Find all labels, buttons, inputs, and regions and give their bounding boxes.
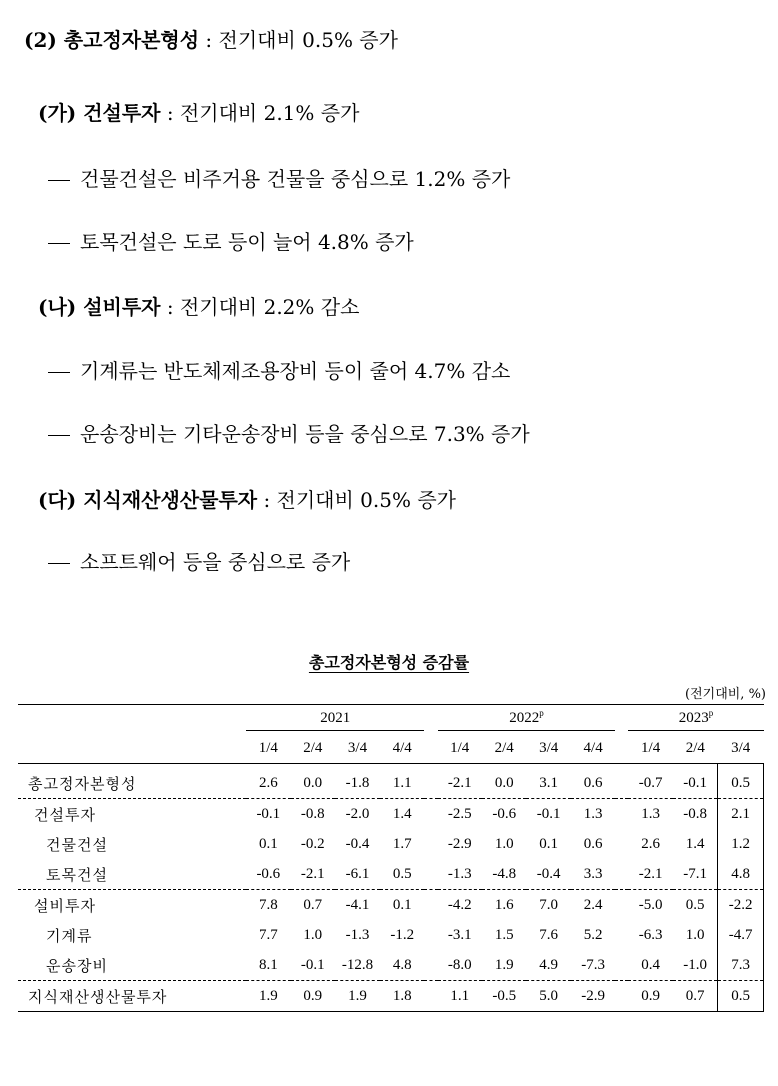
value-cell: 0.6 — [583, 835, 603, 852]
row-label: 기계류 — [46, 926, 93, 945]
value-cell: 1.1 — [438, 981, 482, 1012]
cell-gap — [615, 920, 628, 950]
cell-gap — [615, 890, 628, 921]
section-sep: : — [257, 488, 277, 512]
table-title: 총고정자본형성 증감률 — [308, 653, 470, 672]
value-cell: -0.1 — [526, 799, 570, 830]
section-ip — [38, 484, 456, 513]
cell-gap — [615, 981, 628, 1012]
value-cell: 5.2 — [583, 926, 603, 943]
value-cell: 0.7 — [291, 890, 335, 921]
value-cell: -1.0 — [683, 956, 707, 973]
value-cell: 0.7 — [673, 981, 718, 1012]
cell-gap — [615, 829, 628, 859]
value-cell: 1.2 — [718, 829, 764, 859]
value-cell: -1.2 — [390, 926, 415, 943]
value-cell: -5.0 — [628, 890, 672, 921]
value-cell: 1.0 — [494, 835, 514, 852]
value-cell: 0.0 — [303, 774, 323, 791]
value-cell: 2.6 — [258, 774, 278, 791]
value-cell: 7.0 — [526, 890, 570, 921]
bullet-software — [48, 546, 350, 575]
value-cell: 0.4 — [641, 956, 661, 973]
value-cell: 0.5 — [718, 764, 764, 799]
row-label: 설비투자 — [18, 890, 246, 921]
bullet-machinery — [48, 355, 510, 384]
section-sep: : — [199, 28, 219, 52]
quarter-header: 2/4 — [482, 733, 526, 764]
value-cell: -1.8 — [345, 774, 370, 791]
value-cell: 2.1 — [718, 799, 764, 830]
value-cell: 1.3 — [571, 799, 615, 830]
section-text: 전기대비 0.5% 증가 — [276, 488, 456, 512]
value-cell: -7.1 — [683, 865, 707, 882]
quarter-header: 1/4 — [438, 733, 482, 764]
quarter-header: 2/4 — [673, 733, 718, 764]
value-cell: 1.4 — [380, 799, 424, 830]
cell-gap — [424, 890, 437, 921]
value-cell: -2.9 — [447, 835, 472, 852]
gfcf-table — [18, 704, 764, 1012]
value-cell: -2.1 — [447, 774, 472, 791]
value-cell: 4.8 — [392, 956, 412, 973]
value-cell: 0.5 — [392, 865, 412, 882]
value-cell: 5.0 — [526, 981, 570, 1012]
year-label: 2021 — [320, 709, 351, 726]
section-label: (2) 총고정자본형성 — [24, 28, 200, 52]
value-cell: 4.8 — [718, 859, 764, 890]
table-unit: (전기대비, %) — [685, 687, 766, 702]
dash-icon — [48, 230, 70, 254]
section-construction — [38, 97, 359, 126]
value-cell: -0.6 — [482, 799, 526, 830]
header-gap — [615, 733, 628, 764]
value-cell: 1.8 — [380, 981, 424, 1012]
value-cell: -2.2 — [718, 890, 764, 921]
table-row — [18, 920, 764, 950]
value-cell: -1.3 — [447, 865, 472, 882]
header-blank — [18, 733, 246, 764]
cell-gap — [615, 950, 628, 981]
year-header — [438, 705, 616, 734]
bullet-text: 소프트웨어 등을 중심으로 증가 — [80, 550, 351, 574]
row-label: 총고정자본형성 — [28, 774, 137, 793]
value-cell: -0.7 — [638, 774, 663, 791]
value-cell: -7.3 — [581, 956, 606, 973]
quarter-header: 4/4 — [571, 733, 615, 764]
value-cell: -6.3 — [638, 926, 663, 943]
row-label: 건설투자 — [18, 799, 246, 830]
value-cell: 0.5 — [673, 890, 718, 921]
value-cell: -0.6 — [256, 865, 281, 882]
table-row — [18, 950, 764, 981]
section-text: 전기대비 2.2% 감소 — [179, 295, 360, 319]
table-row — [18, 981, 764, 1012]
section-text: 전기대비 2.1% 증가 — [179, 101, 360, 125]
value-cell: 1.3 — [628, 799, 672, 830]
dash-icon — [48, 359, 70, 383]
header-gap — [424, 733, 437, 764]
value-cell: 0.0 — [494, 774, 514, 791]
value-cell: 7.7 — [258, 926, 278, 943]
value-cell: -0.8 — [673, 799, 718, 830]
year-sup: p — [539, 707, 544, 718]
value-cell: 0.9 — [291, 981, 335, 1012]
value-cell: 4.9 — [539, 956, 559, 973]
value-cell: 0.5 — [718, 981, 764, 1012]
value-cell: 1.7 — [392, 835, 412, 852]
year-header — [246, 705, 424, 734]
value-cell: -4.2 — [438, 890, 482, 921]
value-cell: -0.4 — [536, 865, 561, 882]
value-cell: 1.9 — [246, 981, 290, 1012]
value-cell: 1.0 — [685, 926, 705, 943]
section-label: (다) 지식재산생산물투자 — [38, 488, 258, 512]
bullet-civil — [48, 226, 414, 255]
bullet-text: 운송장비는 기타운송장비 등을 중심으로 7.3% 증가 — [80, 422, 530, 446]
value-cell: 0.1 — [258, 835, 278, 852]
value-cell: -0.1 — [246, 799, 290, 830]
value-cell: -0.1 — [300, 956, 325, 973]
value-cell: -8.0 — [447, 956, 472, 973]
quarter-header: 3/4 — [718, 733, 764, 764]
cell-gap — [424, 829, 437, 859]
row-label: 건물건설 — [46, 835, 108, 854]
section-total-gfcf — [24, 24, 398, 53]
cell-gap — [424, 859, 437, 890]
dash-icon — [48, 550, 70, 574]
value-cell: -0.1 — [683, 774, 707, 791]
value-cell: -6.1 — [345, 865, 370, 882]
value-cell: -0.5 — [482, 981, 526, 1012]
year-label: 2022 — [509, 709, 540, 726]
value-cell: -4.7 — [718, 920, 764, 950]
value-cell: -4.1 — [335, 890, 380, 921]
value-cell: 1.6 — [482, 890, 526, 921]
value-cell: -2.9 — [571, 981, 615, 1012]
bullet-text: 토목건설은 도로 등이 늘어 4.8% 증가 — [80, 230, 414, 254]
value-cell: 1.9 — [335, 981, 380, 1012]
section-sep: : — [160, 295, 180, 319]
value-cell: -0.2 — [300, 835, 325, 852]
table-row — [18, 799, 764, 830]
section-facilities — [38, 291, 359, 320]
cell-gap — [424, 981, 437, 1012]
quarter-header: 2/4 — [291, 733, 335, 764]
year-header — [628, 705, 763, 734]
value-cell: -2.1 — [300, 865, 325, 882]
table-row — [18, 890, 764, 921]
value-cell: 1.5 — [494, 926, 514, 943]
dash-icon — [48, 422, 70, 446]
section-sep: : — [160, 101, 180, 125]
value-cell: 1.1 — [392, 774, 412, 791]
table-body — [18, 764, 764, 1012]
value-cell: 0.6 — [583, 774, 603, 791]
cell-gap — [424, 920, 437, 950]
quarter-header: 3/4 — [335, 733, 380, 764]
quarter-header: 3/4 — [526, 733, 570, 764]
header-gap — [615, 705, 628, 734]
value-cell: 3.1 — [539, 774, 559, 791]
header-blank — [18, 705, 246, 734]
cell-gap — [424, 764, 437, 799]
bullet-building — [48, 163, 510, 192]
value-cell: 7.8 — [246, 890, 290, 921]
quarter-header-row — [18, 733, 764, 764]
quarter-header: 1/4 — [628, 733, 672, 764]
table-row — [18, 764, 764, 799]
value-cell: 7.3 — [718, 950, 764, 981]
value-cell: 2.4 — [571, 890, 615, 921]
year-header-row — [18, 705, 764, 734]
cell-gap — [615, 859, 628, 890]
value-cell: 0.1 — [380, 890, 424, 921]
value-cell: 0.9 — [628, 981, 672, 1012]
value-cell: -2.5 — [438, 799, 482, 830]
dash-icon — [48, 167, 70, 191]
value-cell: 7.6 — [539, 926, 559, 943]
bullet-transport — [48, 418, 530, 447]
cell-gap — [424, 799, 437, 830]
year-header-wrap — [246, 708, 424, 731]
value-cell: -0.8 — [291, 799, 335, 830]
value-cell: -0.4 — [345, 835, 370, 852]
value-cell: -4.8 — [492, 865, 517, 882]
row-label: 토목건설 — [46, 865, 108, 884]
value-cell: 1.0 — [303, 926, 323, 943]
value-cell: -1.3 — [345, 926, 370, 943]
row-label: 지식재산생산물투자 — [18, 981, 246, 1012]
quarter-header: 1/4 — [246, 733, 290, 764]
bullet-text: 건물건설은 비주거용 건물을 중심으로 1.2% 증가 — [80, 167, 511, 191]
value-cell: -2.1 — [638, 865, 663, 882]
value-cell: 2.6 — [641, 835, 661, 852]
year-header-wrap — [438, 708, 616, 731]
value-cell: -2.0 — [335, 799, 380, 830]
cell-gap — [615, 799, 628, 830]
value-cell: 3.3 — [583, 865, 603, 882]
section-text: 전기대비 0.5% 증가 — [218, 28, 398, 52]
table-row — [18, 829, 764, 859]
cell-gap — [424, 950, 437, 981]
value-cell: -12.8 — [341, 956, 374, 973]
bullet-text: 기계류는 반도체제조용장비 등이 줄어 4.7% 감소 — [80, 359, 511, 383]
value-cell: -3.1 — [447, 926, 472, 943]
value-cell: 1.4 — [685, 835, 705, 852]
cell-gap — [615, 764, 628, 799]
section-label: (나) 설비투자 — [38, 295, 161, 319]
row-label: 운송장비 — [46, 956, 108, 975]
header-gap — [424, 705, 437, 734]
quarter-header: 4/4 — [380, 733, 424, 764]
year-sup: p — [708, 707, 714, 718]
value-cell: 0.1 — [539, 835, 559, 852]
value-cell: 1.9 — [494, 956, 514, 973]
year-header-wrap — [628, 708, 763, 731]
table-row — [18, 859, 764, 890]
value-cell: 8.1 — [258, 956, 278, 973]
section-label: (가) 건설투자 — [38, 101, 161, 125]
year-label: 2023 — [678, 709, 709, 726]
